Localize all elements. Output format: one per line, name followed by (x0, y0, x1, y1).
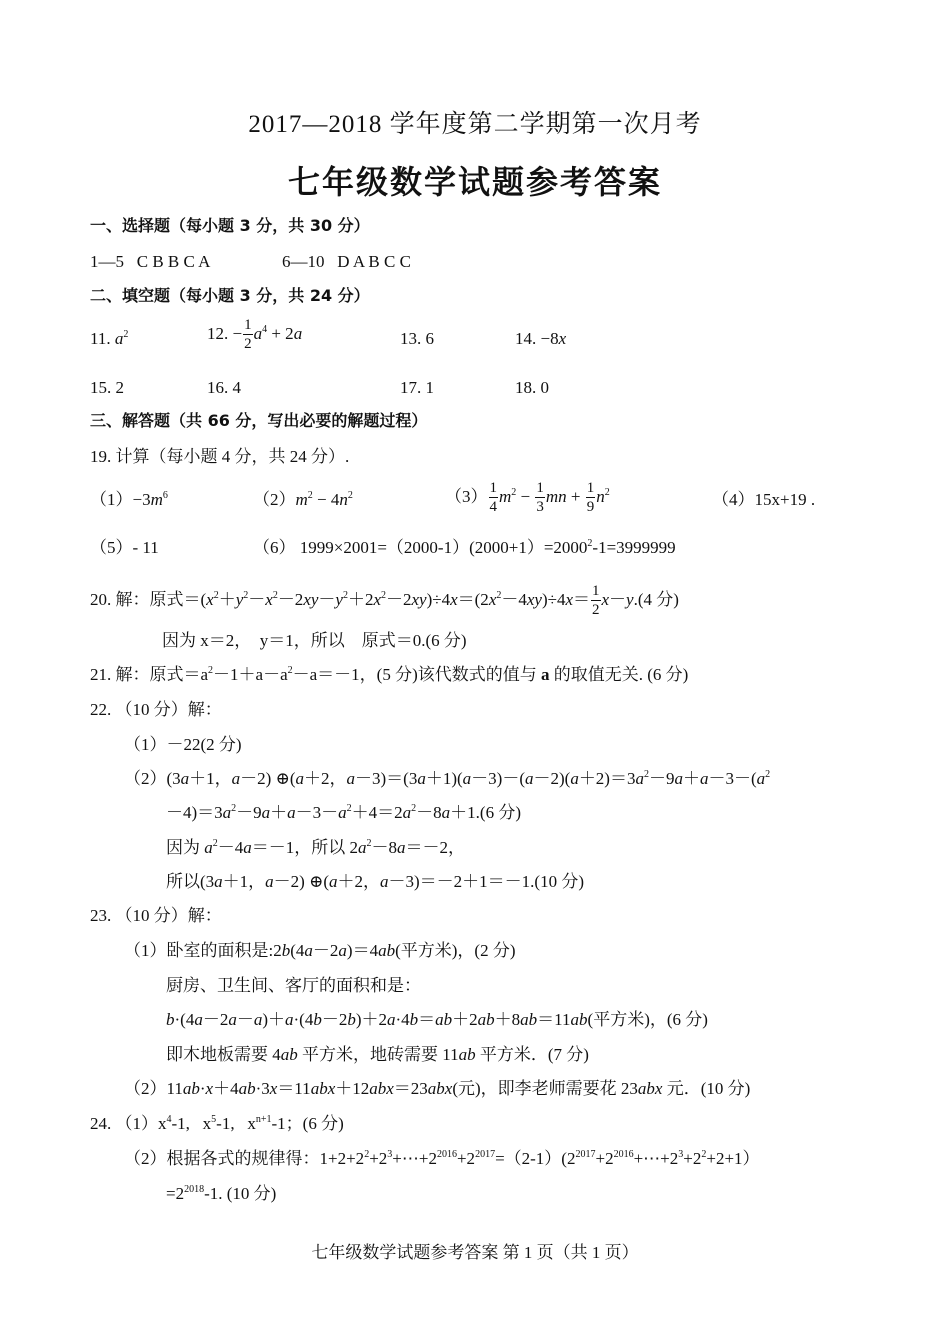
q23-title: 23. （10 分）解： (90, 906, 222, 925)
q22-part2-line3: 因为 $a^2-4a=-1$，所以 $2a^2-8a=-2$， (166, 838, 465, 857)
q22-part1: （1）－22(2 分) (124, 735, 242, 754)
q24-label: 24. (90, 1114, 112, 1133)
q22-score-10: (10 分) (534, 872, 584, 891)
q22-part2-line1: （2）(3a＋1，a－2) ⊕(a＋2，$a-3)=(3a+1)(a-3)-(a-2)(a+2)=3a^2-9a+a-3-(a^2$ (124, 769, 771, 788)
q21-suffix: 的取值无关. (6 分) (553, 665, 689, 684)
exam-title-line1: 2017—2018 学年度第二学期第一次月考 (248, 111, 702, 138)
answer-13: 13. 6 (400, 329, 434, 348)
answer-14: 14. −8x (515, 329, 567, 348)
q24-score-6: (6 分) (302, 1114, 344, 1133)
exam-title-line2: 七年级数学试题参考答案 (287, 163, 662, 201)
q22-part2-line2: $-4)=3a^2-9a+a-3-a^2+4=2a^2-8a+1.(6$ 分) (166, 803, 521, 822)
q19-part3: （3） $\frac{1}{4}$ $m^2$ − $\frac{1}{3}$ mn + $\frac{1}{9}$ $n^2$ (445, 480, 610, 515)
q23-part1-line2: 厨房、卫生间、客厅的面积和是： (166, 976, 421, 995)
q21-answer: 21. 解：原式$=a^2-1+a-a^2-a=-1$，(5 分)该代数式的值与 a 的取值无关. (6 分) (90, 665, 689, 684)
answer-17: 17. 1 (400, 378, 434, 397)
q23-part1-line1: （1）卧室的面积是:2b(4a－2a)＝4ab(平方米)，(2 分) (124, 941, 516, 960)
answer-11-label: 11. (90, 329, 111, 348)
q22-score-6: (6 分) (479, 803, 521, 822)
section3-heading: 三、解答题（共 66 分，写出必要的解题过程） (90, 411, 428, 430)
q22-title: 22. （10 分）解： (90, 700, 222, 719)
answer-18: 18. 0 (515, 378, 549, 397)
q22-part2-line4: 所以(3a＋1，a－2) ⊕(a＋2，a－3)＝－2＋1＝－1.(10 分) (166, 872, 584, 891)
answer-16: 16. 4 (207, 378, 241, 397)
q19-part6-label: （6） (253, 538, 296, 557)
answer-15: 15. 2 (90, 378, 124, 397)
q24-score-10: (10 分) (226, 1184, 277, 1203)
page-footer: 七年级数学试题参考答案 第 1 页（共 1 页） (311, 1243, 639, 1262)
q20-score: (4 分) (637, 589, 679, 609)
mc-answers-6-10: 6—10 D A B C C (282, 252, 411, 271)
section2-heading: 二、填空题（每小题 3 分，共 24 分） (90, 286, 370, 305)
q20-line2: 因为 x＝2， y＝1，所以 原式＝0.(6 分) (162, 631, 467, 650)
answer-12: 12. − $\frac{1}{2}$ $a^4 + 2a$ (207, 317, 303, 352)
q24-part2-line2: $=2^{2018}-1$. (10 分) (166, 1184, 277, 1203)
mc-answers-1-5: 1—5 C B B C A (90, 252, 211, 271)
answer-12-label: 12. (207, 323, 229, 343)
answer-11: 11. $a^2$ (90, 329, 129, 348)
q20-line1: 20. 解：原式$=(x^2+y^2-x^2-2xy-y^2+2x^2-2xy)\div 4x=(2x^2-4xy)\div 4x=$ $\frac{1}{2}$ x－y.(4 分) (90, 583, 679, 618)
q19-part2-label: （2） (253, 490, 296, 509)
q23-score-7: (7 分) (547, 1045, 589, 1064)
q19-part5: （5）- 11 (90, 538, 159, 557)
q19-part2: $(2)m^2 - 4n^2$ (253, 490, 353, 509)
q24-part2-line1: （2）根据各式的规律得：$1+2+2^2+2^3+\cdots+2^{2016}+2^{2017}=(2-1)(2^{2017}+2^{2016}+\cdots+2^3+2^2+2+1)$ (124, 1149, 760, 1168)
q24-part1: 24. $(1)x^4-1$, $x^5-1$, $x^{n+1}-1$；(6 分) (90, 1114, 344, 1133)
q23-part1-line3: b·(4a－2a－a)＋a·(4b－2b)＋2a·4b＝ab＋2ab＋8ab＝11ab(平方米)，(6 分) (166, 1010, 708, 1029)
answer-14-label: 14. (515, 329, 537, 348)
section1-heading: 一、选择题（每小题 3 分，共 30 分） (90, 216, 370, 235)
q23-score-10: (10 分) (700, 1079, 751, 1098)
q19-part1: $(1)-3m^6$ (90, 490, 168, 509)
q19-part6-text-b: -1=3999999 (592, 538, 676, 557)
q19-part3-label: （3） (445, 486, 488, 506)
answer-14-value: −8 (540, 329, 559, 348)
q19-part1-label: （1） (90, 490, 133, 509)
q23-part1-line4: 即木地板需要 4ab 平方米，地砖需要 11ab 平方米．(7 分) (166, 1045, 589, 1064)
q23-score-2: (2 分) (474, 941, 516, 960)
q19-part4: （4）15x+19 . (712, 490, 816, 509)
q19-part6: （6） $1999\times 2001=(2000-1)(2000+1)=2000^2-1=3999999$ (253, 538, 676, 557)
q19-title: 19. 计算（每小题 4 分，共 24 分）. (90, 447, 350, 466)
q23-part2: （2）11ab·x＋4ab·3x＝11abx＋12abx＝23abx(元)，即李老师需要花 23abx 元．(10 分) (124, 1079, 751, 1098)
q23-score-6: (6 分) (666, 1010, 708, 1029)
q19-part6-text-a: 1999×2001=（2000-1）(2000+1）=2000 (299, 538, 588, 557)
